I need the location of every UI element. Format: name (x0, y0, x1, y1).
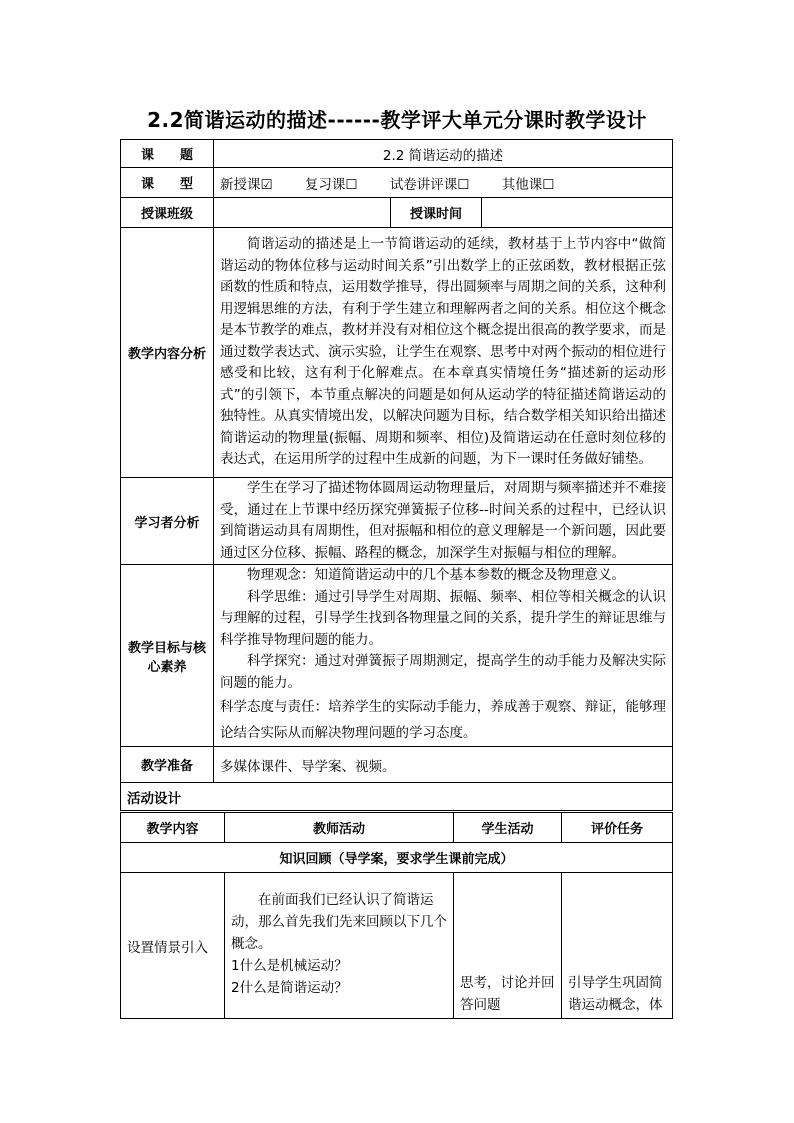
goal-item: 科学态度与责任：培养学生的实际动手能力，养成善于观察、辩证，能够理论结合实际从而解决物理问题的学习态度。 (220, 699, 666, 741)
content-analysis-text (214, 228, 673, 478)
type-option-new: 新授课☑ (220, 176, 273, 193)
document-title: 2.2简谐运动的描述------教学评大单元分课时教学设计 (147, 108, 647, 132)
topic-value: 2.2 简谐运动的描述 (214, 140, 673, 168)
type-option-exam-review: 试卷讲评课☐ (389, 176, 470, 193)
section-review-title: 知识回顾（导学案，要求学生课前完成） (121, 843, 673, 873)
class-label: 授课班级 (121, 198, 214, 228)
header-teacher: 教师活动 (225, 813, 454, 843)
content-analysis-label: 教学内容分析 (121, 228, 214, 478)
header-evaluation: 评价任务 (562, 813, 673, 843)
lesson-info-table (120, 139, 673, 811)
row-content: 设置情景引入 (121, 873, 225, 1019)
activity-design-label: 活动设计 (121, 783, 673, 811)
activity-table (120, 812, 673, 1019)
prep-label: 教学准备 (121, 747, 214, 783)
type-option-review: 复习课☐ (304, 176, 358, 193)
header-content: 教学内容 (121, 813, 225, 843)
learner-analysis-text (214, 478, 673, 565)
goal-item: 物理观念：知道简谐运动中的几个基本参数的概念及物理意义。 (247, 567, 625, 583)
goals-text (214, 565, 673, 747)
time-value (482, 198, 673, 228)
class-value (214, 198, 391, 228)
goals-label: 教学目标与核心素养 (121, 565, 214, 747)
learner-analysis-label: 学习者分析 (121, 478, 214, 565)
teacher-line: 1什么是机械运动？ (231, 958, 348, 974)
type-option-other: 其他课☐ (501, 176, 555, 193)
topic-label: 课 题 (121, 140, 214, 168)
type-label: 课 型 (121, 168, 214, 198)
type-options (214, 168, 673, 198)
learner-analysis-paragraph: 学生在学习了描述物体圆周运动物理量后，对周期与频率描述并不难接受，通过在上节课中经历探究弹簧振子位移--时间关系的过程中，已经认识到简谐运动具有周期性，但对振幅和相位的意义理解是一个新问题，因此要通过区分位移、振幅、路程的概念，加深学生对振幅与相位的理解。 (220, 480, 666, 561)
header-student: 学生活动 (454, 813, 562, 843)
goal-item: 科学探究：通过对弹簧振子周期测定，提高学生的动手能力及解决实际问题的能力。 (220, 653, 666, 691)
row-evaluation: 引导学生巩固简谐运动概念，体 (562, 873, 673, 1019)
row-teacher-activity (225, 873, 454, 1019)
teacher-line: 在前面我们已经认识了简谐运动，那么首先我们先来回顾以下几个概念。 (231, 892, 447, 952)
teacher-line: 2什么是简谐运动？ (231, 980, 348, 996)
time-label: 授课时间 (391, 198, 482, 228)
goal-item: 科学思维：通过引导学生对周期、振幅、频率、相位等相关概念的认识与理解的过程，引导学生找到各物理量之间的关系，提升学生的辩证思维与科学推导物理问题的能力。 (220, 588, 666, 648)
content-analysis-paragraph: 简谐运动的描述是上一节简谐运动的延续，教材基于上节内容中“做简谐运动的物体位移与运动时间关系”引出数学上的正弦函数，教材根据正弦函数的性质和特点，运用数学推导，得出圆频率与周期之间的关系，这种利用逻辑思维的方法，有利于学生建立和理解两者之间的关系。相位这个概念是本节教学的难点，教材并没有对相位这个概念提出很高的教学要求，而是通过数学表达式、演示实验，让学生在观察、思考中对两个振动的相位进行感受和比较，这有利于化解难点。在本章真实情境任务“描述新的运动形式”的引领下，本节重点解决的问题是如何从运动学的特征描述简谐运动的独特性。从真实情境出发，以解决问题为目标，结合数学相关知识给出描述简谐运动的物理量(振幅、周期和频率、相位)及简谐运动在任意时刻位移的表达式，在运用所学的过程中生成新的问题，为下一课时任务做好铺垫。 (220, 236, 666, 468)
prep-value: 多媒体课件、导学案、视频。 (214, 747, 673, 783)
row-student-activity: 思考，讨论并回答问题 (454, 873, 562, 1019)
